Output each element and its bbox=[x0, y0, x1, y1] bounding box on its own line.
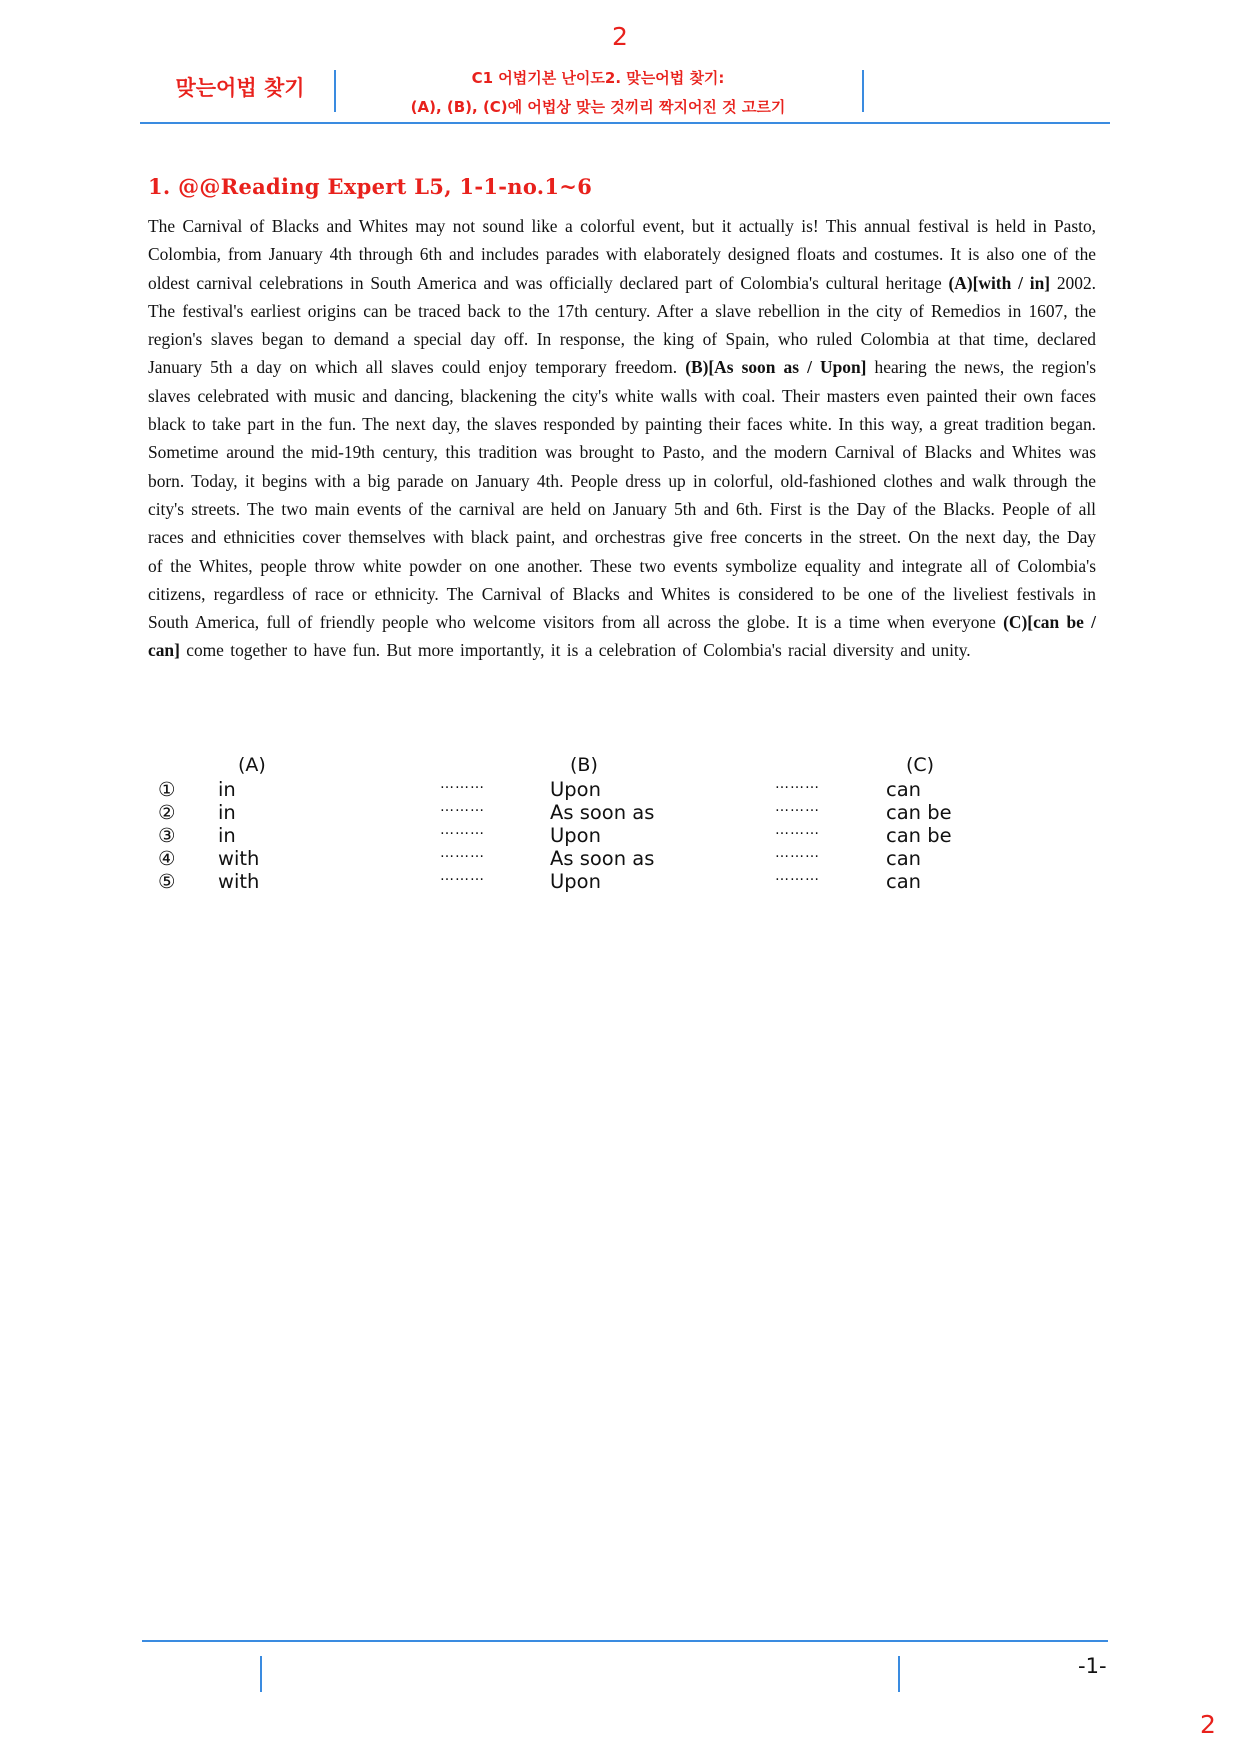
option-3[interactable] bbox=[0, 824, 1240, 847]
option-a-value: in bbox=[218, 824, 236, 847]
column-header-b: (B) bbox=[570, 754, 598, 776]
leader-dots: ……… bbox=[440, 868, 485, 884]
option-c-value: can be bbox=[886, 824, 952, 847]
option-c-value: can bbox=[886, 870, 922, 893]
option-5[interactable] bbox=[0, 870, 1240, 893]
option-number: ④ bbox=[158, 847, 176, 870]
blank-a: (A)[with / in] bbox=[948, 272, 1051, 293]
option-a-value: with bbox=[218, 870, 260, 893]
header-instruction-line1: C1 어법기본 난이도2. 맞는어법 찾기: bbox=[471, 69, 725, 87]
passage-text-3: hearing the news, the region's slaves celebrated with music and dancing, blackening the city's white walls with coal. Their masters even painted their own faces black to take part in the fun. The next day, the slaves responded by painting their faces white. In this way, a great tradition began. Sometime around the mid-19th century, this tradition was brought to Pasto, and the modern Carnival of Blacks and Whites was born. Today, it begins with a big parade on January 4th. People dress up in colorful, old-fashioned clothes and walk through the city's streets. The two main events of the carnival are held on January 5th and 6th. First is the Day of the Blacks. People of all races and ethnicities cover themselves with black paint, and orchestras give free concerts in the street. On the next day, the Day of the Whites, people throw white powder on one another. These two events symbolize equality and integrate all of Colombia's citizens, regardless of race or ethnicity. The Carnival of Blacks and Whites is considered to be one of the liveliest festivals in South America, full of friendly people who welcome visitors from all across the globe. It is a time when everyone bbox=[148, 357, 1096, 633]
option-c-value: can bbox=[886, 847, 922, 870]
option-b-value: Upon bbox=[550, 778, 601, 801]
header-divider-right bbox=[862, 70, 864, 112]
option-2[interactable] bbox=[0, 801, 1240, 824]
option-b-value: As soon as bbox=[550, 801, 655, 824]
leader-dots: ……… bbox=[775, 845, 820, 861]
footer-page-number: -1- bbox=[1078, 1654, 1107, 1678]
footer-rule bbox=[142, 1640, 1108, 1642]
option-b-value: As soon as bbox=[550, 847, 655, 870]
leader-dots: ……… bbox=[440, 822, 485, 838]
top-page-number: 2 bbox=[612, 22, 628, 51]
blank-b: (B)[As soon as / Upon] bbox=[685, 357, 867, 378]
leader-dots: ……… bbox=[775, 776, 820, 792]
passage-text-2: 2002. The festival's earliest origins can be traced back to the 17th century. After a slave rebellion in the city of Remedios in 1607, the region's slaves began to demand a special day off. In response, the king of Spain, who ruled Colombia at that time, declared January 5th a day on which all slaves could enjoy temporary freedom. bbox=[148, 272, 1096, 378]
header-instructions bbox=[336, 64, 860, 122]
option-b-value: Upon bbox=[550, 870, 601, 893]
option-c-value: can be bbox=[886, 801, 952, 824]
option-a-value: with bbox=[218, 847, 260, 870]
column-header-c: (C) bbox=[906, 754, 935, 776]
option-4[interactable] bbox=[0, 847, 1240, 870]
header-instruction-line2: (A), (B), (C)에 어법상 맞는 것끼리 짝지어진 것 고르기 bbox=[410, 98, 786, 116]
option-number: ③ bbox=[158, 824, 176, 847]
question-title: 1. @@Reading Expert L5, 1-1-no.1~6 bbox=[148, 174, 593, 199]
option-c-value: can bbox=[886, 778, 922, 801]
header-rule bbox=[140, 122, 1110, 124]
footer-divider-left bbox=[260, 1656, 262, 1692]
leader-dots: ……… bbox=[775, 868, 820, 884]
section-title: 맞는어법 찾기 bbox=[175, 76, 305, 100]
option-number: ① bbox=[158, 778, 176, 801]
leader-dots: ……… bbox=[440, 799, 485, 815]
option-b-value: Upon bbox=[550, 824, 601, 847]
passage-text-1: The Carnival of Blacks and Whites may not sound like a colorful event, but it actually is! This annual festival is held in Pasto, Colombia, from January 4th through 6th and includes parades with elaborately designed floats and costumes. It is also one of the oldest carnival celebrations in South America and was officially declared part of Colombia's cultural heritage bbox=[148, 216, 1096, 293]
leader-dots: ……… bbox=[440, 776, 485, 792]
passage bbox=[148, 212, 1096, 665]
column-header-a: (A) bbox=[238, 754, 266, 776]
passage-text-4: come together to have fun. But more importantly, it is a celebration of Colombia's racial diversity and unity. bbox=[179, 640, 971, 661]
option-1[interactable] bbox=[0, 778, 1240, 801]
option-a-value: in bbox=[218, 778, 236, 801]
leader-dots: ……… bbox=[775, 822, 820, 838]
option-a-value: in bbox=[218, 801, 236, 824]
footer-divider-right bbox=[898, 1656, 900, 1692]
leader-dots: ……… bbox=[775, 799, 820, 815]
blank-c: (C)[can be / can] bbox=[148, 612, 1097, 661]
option-number: ⑤ bbox=[158, 870, 176, 893]
corner-page-number: 2 bbox=[1200, 1710, 1216, 1739]
leader-dots: ……… bbox=[440, 845, 485, 861]
option-number: ② bbox=[158, 801, 176, 824]
